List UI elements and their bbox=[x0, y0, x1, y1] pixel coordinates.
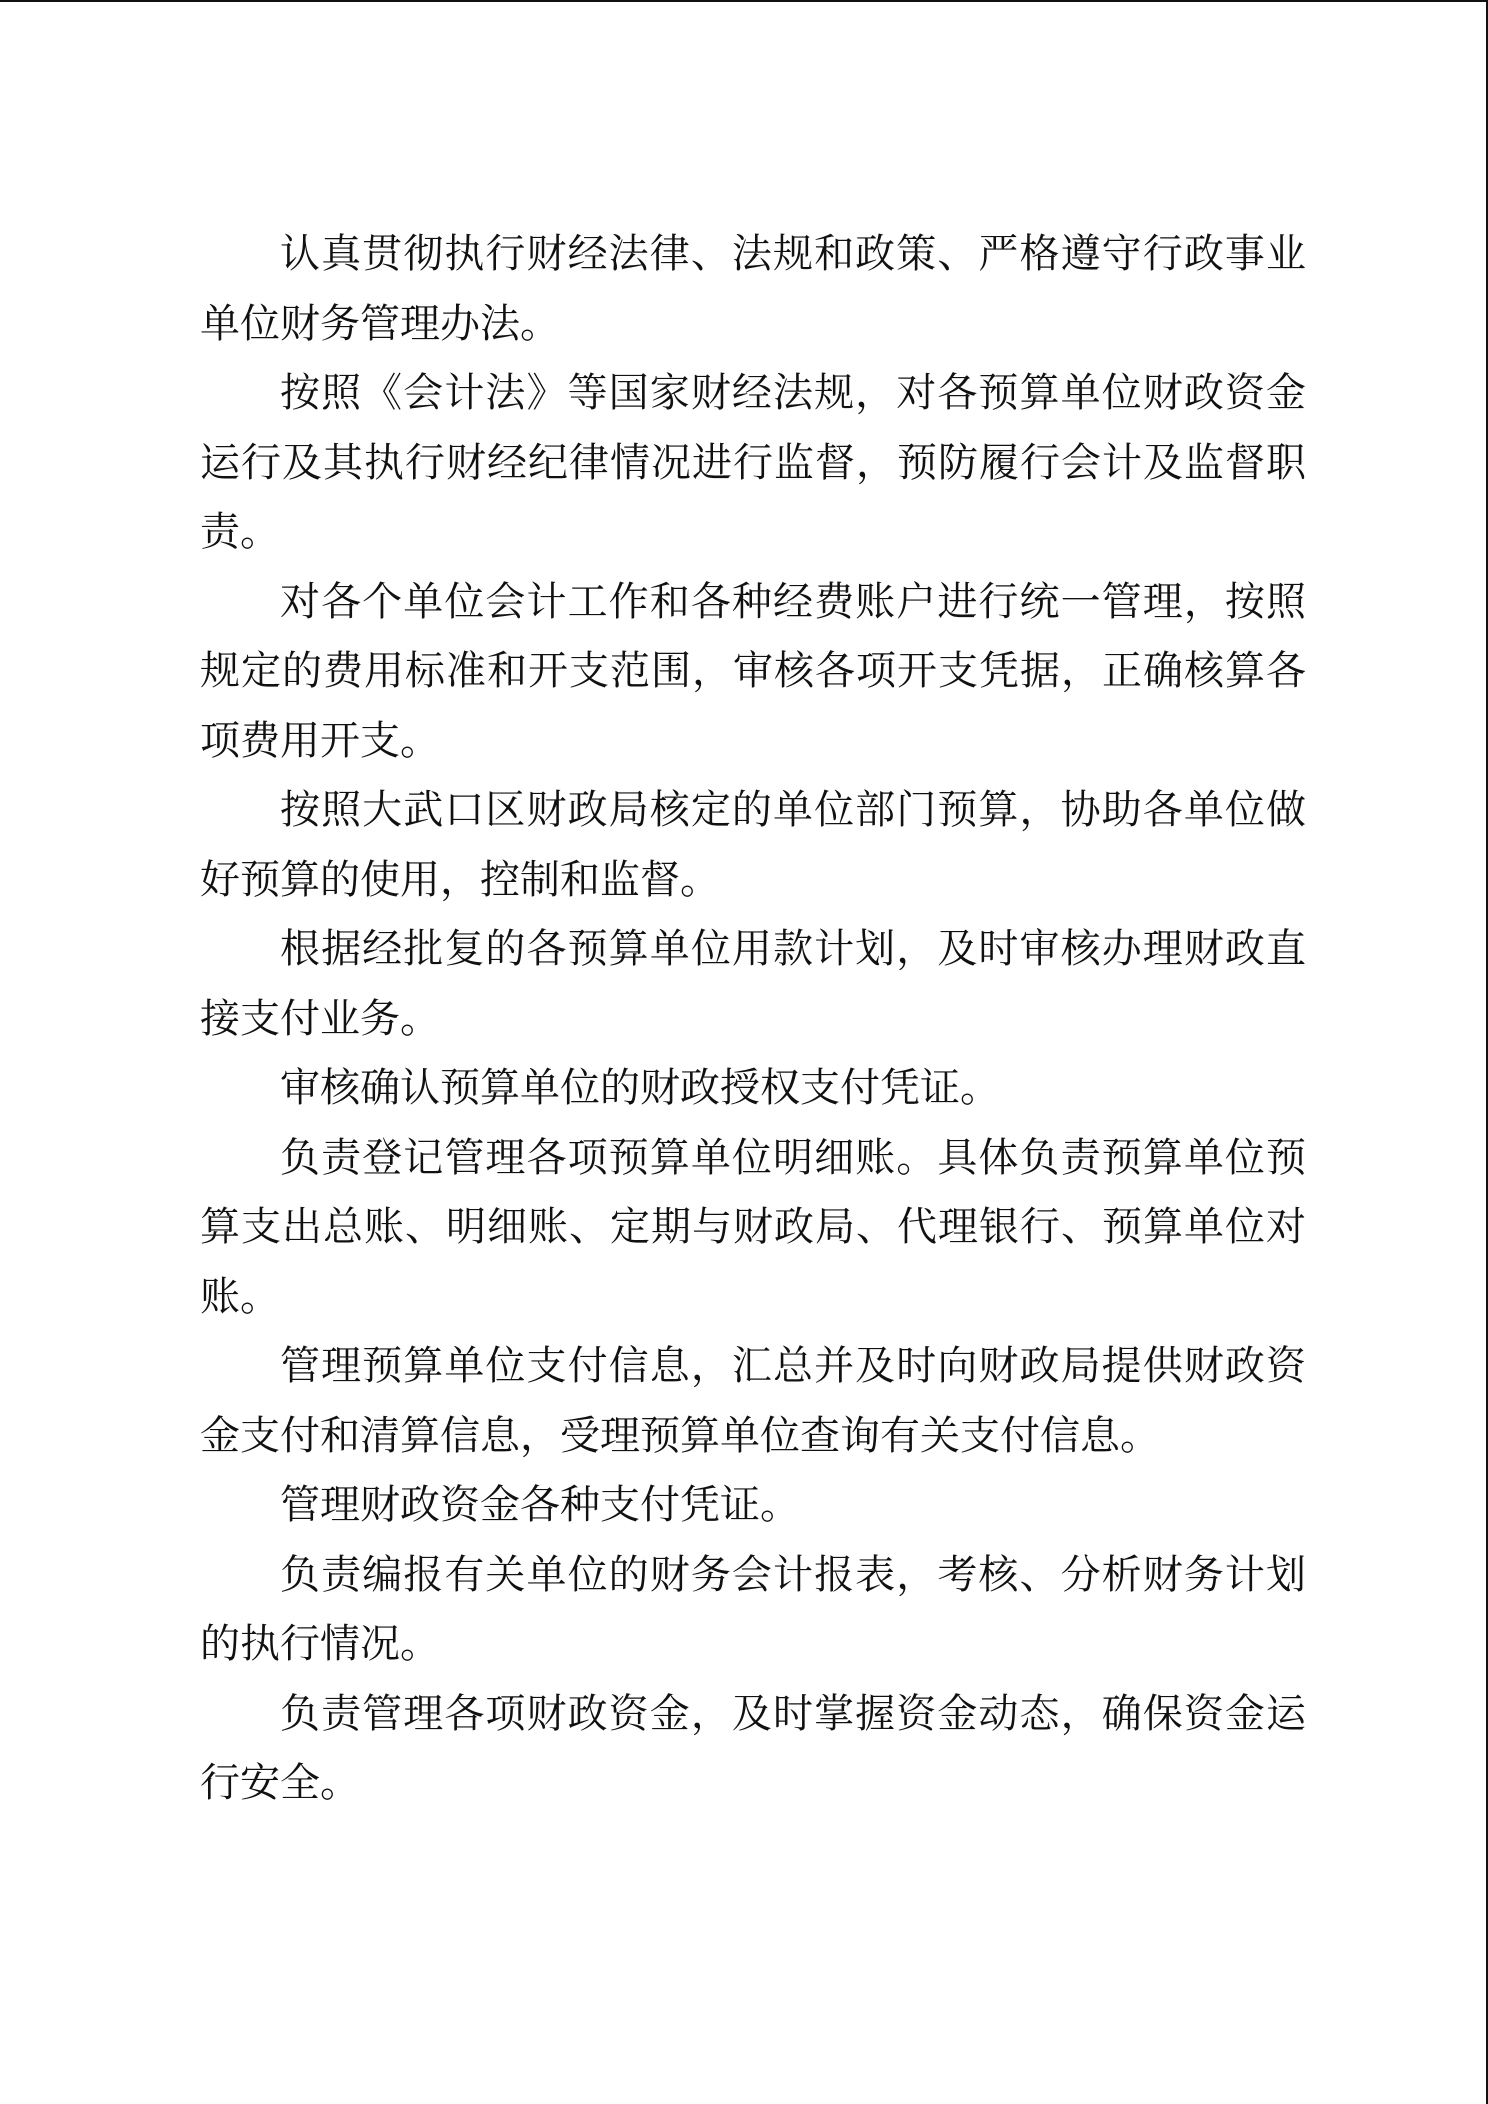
paragraph: 根据经批复的各预算单位用款计划，及时审核办理财政直接支付业务。 bbox=[200, 926, 1306, 1042]
paragraph: 管理财政资金各种支付凭证。 bbox=[280, 1482, 800, 1528]
paragraph: 负责编报有关单位的财务会计报表，考核、分析财务计划的执行情况。 bbox=[200, 1551, 1306, 1667]
document-body bbox=[200, 220, 1306, 1819]
paragraph: 认真贯彻执行财经法律、法规和政策、严格遵守行政事业单位财务管理办法。 bbox=[200, 231, 1306, 347]
paragraph: 审核确认预算单位的财政授权支付凭证。 bbox=[280, 1065, 1000, 1111]
paragraph: 负责登记管理各项预算单位明细账。具体负责预算单位预算支出总账、明细账、定期与财政局、代理银行、预算单位对账。 bbox=[200, 1134, 1306, 1320]
paragraph: 按照大武口区财政局核定的单位部门预算，协助各单位做好预算的使用，控制和监督。 bbox=[200, 787, 1306, 903]
paragraph: 负责管理各项财政资金，及时掌握资金动态，确保资金运行安全。 bbox=[200, 1690, 1306, 1806]
paragraph: 按照《会计法》等国家财经法规，对各预算单位财政资金运行及其执行财经纪律情况进行监督，预防履行会计及监督职责。 bbox=[200, 370, 1306, 555]
paragraph: 管理预算单位支付信息，汇总并及时向财政局提供财政资金支付和清算信息，受理预算单位查询有关支付信息。 bbox=[200, 1343, 1306, 1459]
paragraph: 对各个单位会计工作和各种经费账户进行统一管理，按照规定的费用标准和开支范围，审核各项开支凭据，正确核算各项费用开支。 bbox=[200, 578, 1306, 764]
